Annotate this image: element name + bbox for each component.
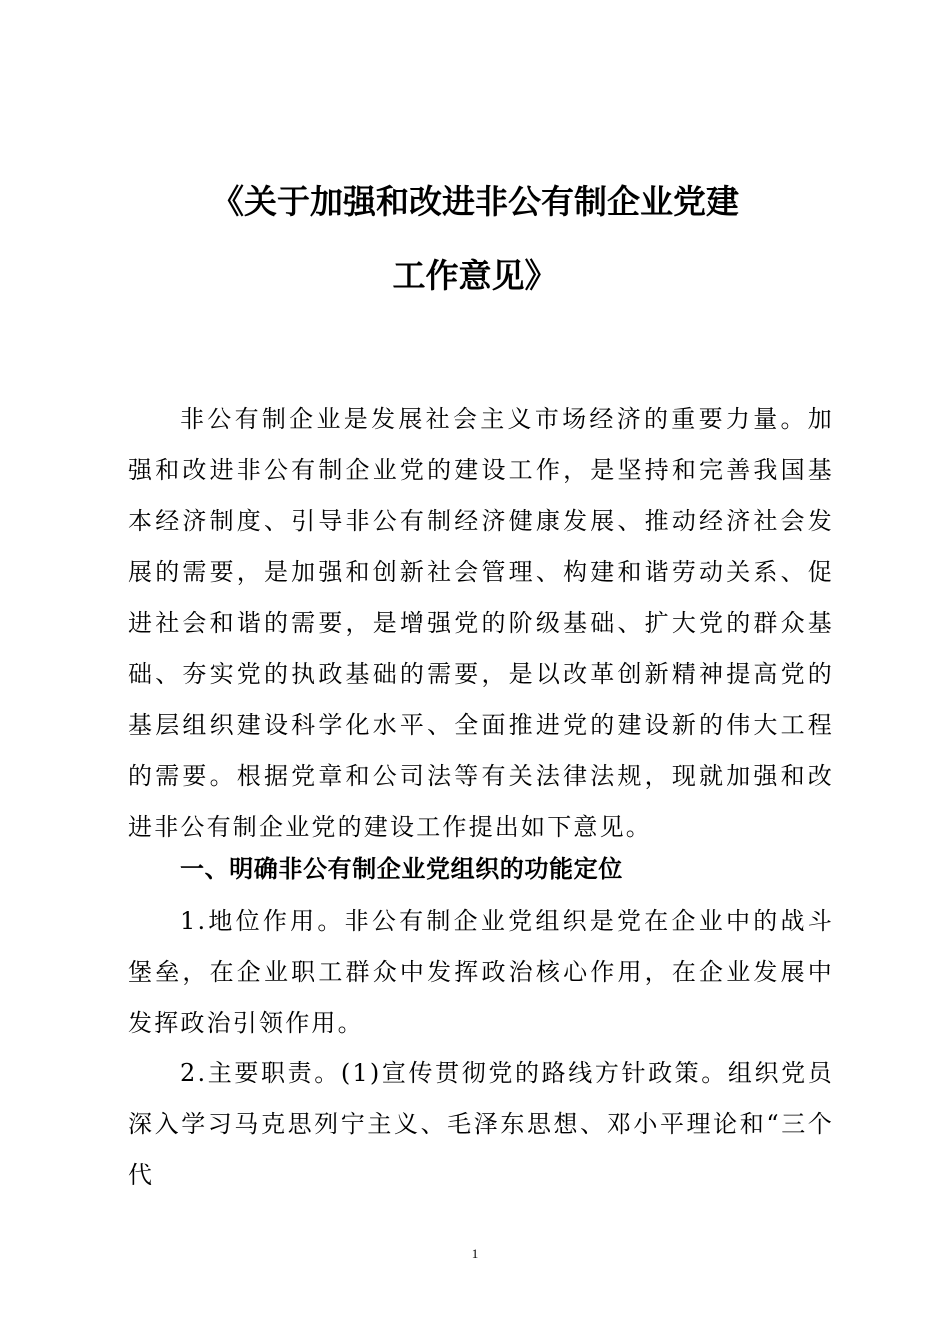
page-number: 1 [471,1246,479,1261]
document-title-line-1: 《关于加强和改进非公有制企业党建 [211,182,739,221]
position-role-paragraph: 1.地位作用。非公有制企业党组织是党在企业中的战斗堡垒，在企业职工群众中发挥政治核心作用，在企业发展中发挥政治引领作用。 [128,907,834,1037]
main-duties-paragraph: 2.主要职责。(1)宣传贯彻党的路线方针政策。组织党员深入学习马克思列宁主义、毛泽东思想、邓小平理论和“三个代 [128,1059,834,1189]
document-title-line-2: 工作意见》 [392,256,558,295]
section-heading: 一、明确非公有制企业党组织的功能定位 [180,855,623,883]
intro-paragraph: 非公有制企业是发展社会主义市场经济的重要力量。加强和改进非公有制企业党的建设工作，是坚持和完善我国基本经济制度、引导非公有制经济健康发展、推动经济社会发展的需要，是加强和创新社会管理、构建和谐劳动关系、促进社会和谐的需要，是增强党的阶级基础、扩大党的群众基础、夯实党的执政基础的需要，是以改革创新精神提高党的基层组织建设科学化水平、全面推进党的建设新的伟大工程的需要。根据党章和公司法等有关法律法规，现就加强和改进非公有制企业党的建设工作提出如下意见。 [128,405,834,841]
